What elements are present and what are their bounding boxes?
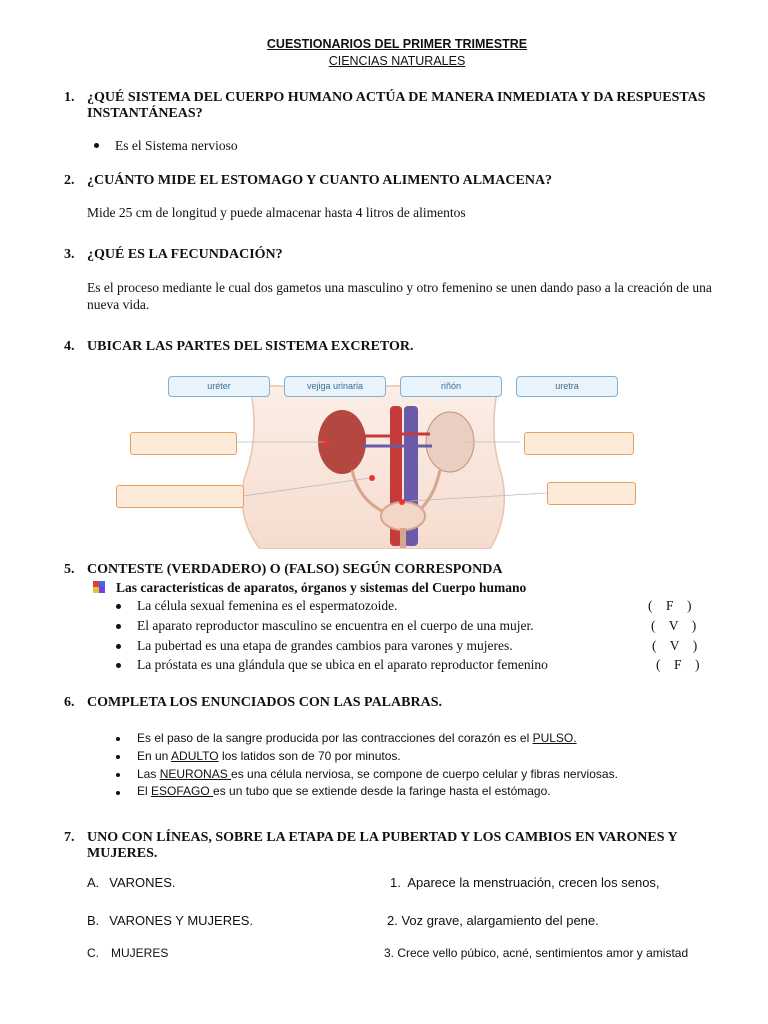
- match-right-1[interactable]: 1. Aparece la menstruación, crecen los senos,: [390, 875, 660, 890]
- bullet-icon: [116, 755, 120, 759]
- tf-statement-3: La pubertad es una etapa de grandes cambios para varones y mujeres.: [137, 638, 513, 653]
- question-text: COMPLETA LOS ENUNCIADOS CON LAS PALABRAS.: [87, 695, 442, 710]
- sentence-text: los latidos son de 70 por minutos.: [218, 749, 401, 763]
- blank-box-right-top[interactable]: [524, 432, 634, 455]
- question-number: 6.: [64, 695, 75, 710]
- page-title: CUESTIONARIOS DEL PRIMER TRIMESTRE: [266, 37, 528, 51]
- match-right-2[interactable]: 2. Voz grave, alargamiento del pene.: [387, 913, 599, 928]
- fill-answer[interactable]: ADULTO: [171, 749, 219, 763]
- question-text: CONTESTE (VERDADERO) O (FALSO) SEGÚN CORRESPONDA: [87, 562, 503, 577]
- fill-answer[interactable]: ESOFAGO: [151, 784, 214, 798]
- fill-sentence-4: [137, 784, 551, 798]
- question-number: 3.: [64, 247, 75, 262]
- question-number: 4.: [64, 339, 75, 354]
- question-text: UNO CON LÍNEAS, SOBRE LA ETAPA DE LA PUBERTAD Y LOS CAMBIOS EN VARONES Y MUJERES.: [87, 830, 678, 861]
- tf-statement-2: El aparato reproductor masculino se encuentra en el cuerpo de una mujer.: [137, 618, 534, 633]
- fill-sentence-2: [137, 749, 401, 763]
- sentence-text: es una célula nerviosa, se compone de cuerpo celular y fibras nerviosas.: [231, 767, 618, 781]
- fill-sentence-1: [137, 731, 577, 745]
- match-left-a[interactable]: [87, 875, 176, 890]
- question-text: ¿QUÉ SISTEMA DEL CUERPO HUMANO ACTÚA DE MANERA INMEDIATA Y DA RESPUESTAS INSTANTÁNEAS?: [87, 90, 706, 121]
- question-number: 7.: [64, 830, 75, 845]
- page-subtitle: CIENCIAS NATURALES: [328, 54, 466, 68]
- label-rinon: riñón: [400, 376, 502, 397]
- answer-1: Es el Sistema nervioso: [115, 138, 238, 153]
- tf-answer-4[interactable]: ( F ): [656, 657, 700, 672]
- label-ureter: uréter: [168, 376, 270, 397]
- question-text: UBICAR LAS PARTES DEL SISTEMA EXCRETOR.: [87, 339, 414, 354]
- bullet-icon: [94, 143, 99, 148]
- fill-answer[interactable]: NEURONAS: [159, 767, 232, 781]
- bullet-icon: [116, 663, 121, 668]
- sentence-text: En un: [137, 749, 172, 763]
- excretory-system-diagram: [110, 366, 635, 549]
- tf-answer-2[interactable]: ( V ): [651, 618, 697, 633]
- question-number: 1.: [64, 90, 75, 105]
- blank-box-left-top[interactable]: [130, 432, 237, 455]
- match-left-b[interactable]: [87, 913, 253, 928]
- bullet-icon: [116, 791, 120, 795]
- bullet-icon: [116, 644, 121, 649]
- match-letter: B.: [87, 913, 100, 928]
- sentence-text: El: [137, 784, 152, 798]
- question-text: ¿CUÁNTO MIDE EL ESTOMAGO Y CUANTO ALIMENTO ALMACENA?: [87, 173, 553, 188]
- question-text: ¿QUÉ ES LA FECUNDACIÓN?: [87, 247, 283, 262]
- sentence-text: es un tubo que se extiende desde la faringe hasta el estómago.: [213, 784, 551, 798]
- bullet-icon: [116, 604, 121, 609]
- answer-2: Mide 25 cm de longitud y puede almacenar hasta 4 litros de alimentos: [87, 205, 466, 220]
- fill-answer[interactable]: PULSO.: [532, 731, 577, 745]
- tf-answer-3[interactable]: ( V ): [652, 638, 698, 653]
- question-number: 2.: [64, 173, 75, 188]
- fill-sentence-3: [137, 767, 618, 781]
- answer-3: Es el proceso mediante le cual dos gametos una masculino y otro femenino se unen dando paso a la creación de una nueva vida.: [87, 280, 712, 312]
- blank-box-left-bottom[interactable]: [116, 485, 244, 508]
- match-letter: C.: [87, 946, 99, 960]
- sentence-text: Es el paso de la sangre producida por las contracciones del corazón es el: [137, 731, 533, 745]
- bullet-icon: [116, 624, 121, 629]
- blank-box-right-bottom[interactable]: [547, 482, 636, 505]
- q5-intro: Las características de aparatos, órganos y sistemas del Cuerpo humano: [116, 580, 527, 595]
- tf-answer-1[interactable]: ( F ): [648, 598, 692, 613]
- match-text: VARONES Y MUJERES.: [109, 913, 254, 928]
- match-right-3[interactable]: 3. Crece vello púbico, acné, sentimientos amor y amistad: [384, 946, 689, 960]
- tf-statement-1: La célula sexual femenina es el espermatozoide.: [137, 598, 398, 613]
- label-vejiga-urinaria: vejiga urinaria: [284, 376, 386, 397]
- sentence-text: Las: [137, 767, 160, 781]
- pinwheel-bullet-icon: [92, 580, 106, 594]
- match-text: VARONES.: [109, 875, 176, 890]
- label-uretra: uretra: [516, 376, 618, 397]
- match-text: MUJERES: [111, 946, 169, 960]
- match-left-c[interactable]: [87, 946, 168, 960]
- bullet-icon: [116, 773, 120, 777]
- question-number: 5.: [64, 562, 75, 577]
- tf-statement-4: La próstata es una glándula que se ubica en el aparato reproductor femenino: [137, 657, 548, 672]
- match-letter: A.: [87, 875, 100, 890]
- bullet-icon: [116, 737, 120, 741]
